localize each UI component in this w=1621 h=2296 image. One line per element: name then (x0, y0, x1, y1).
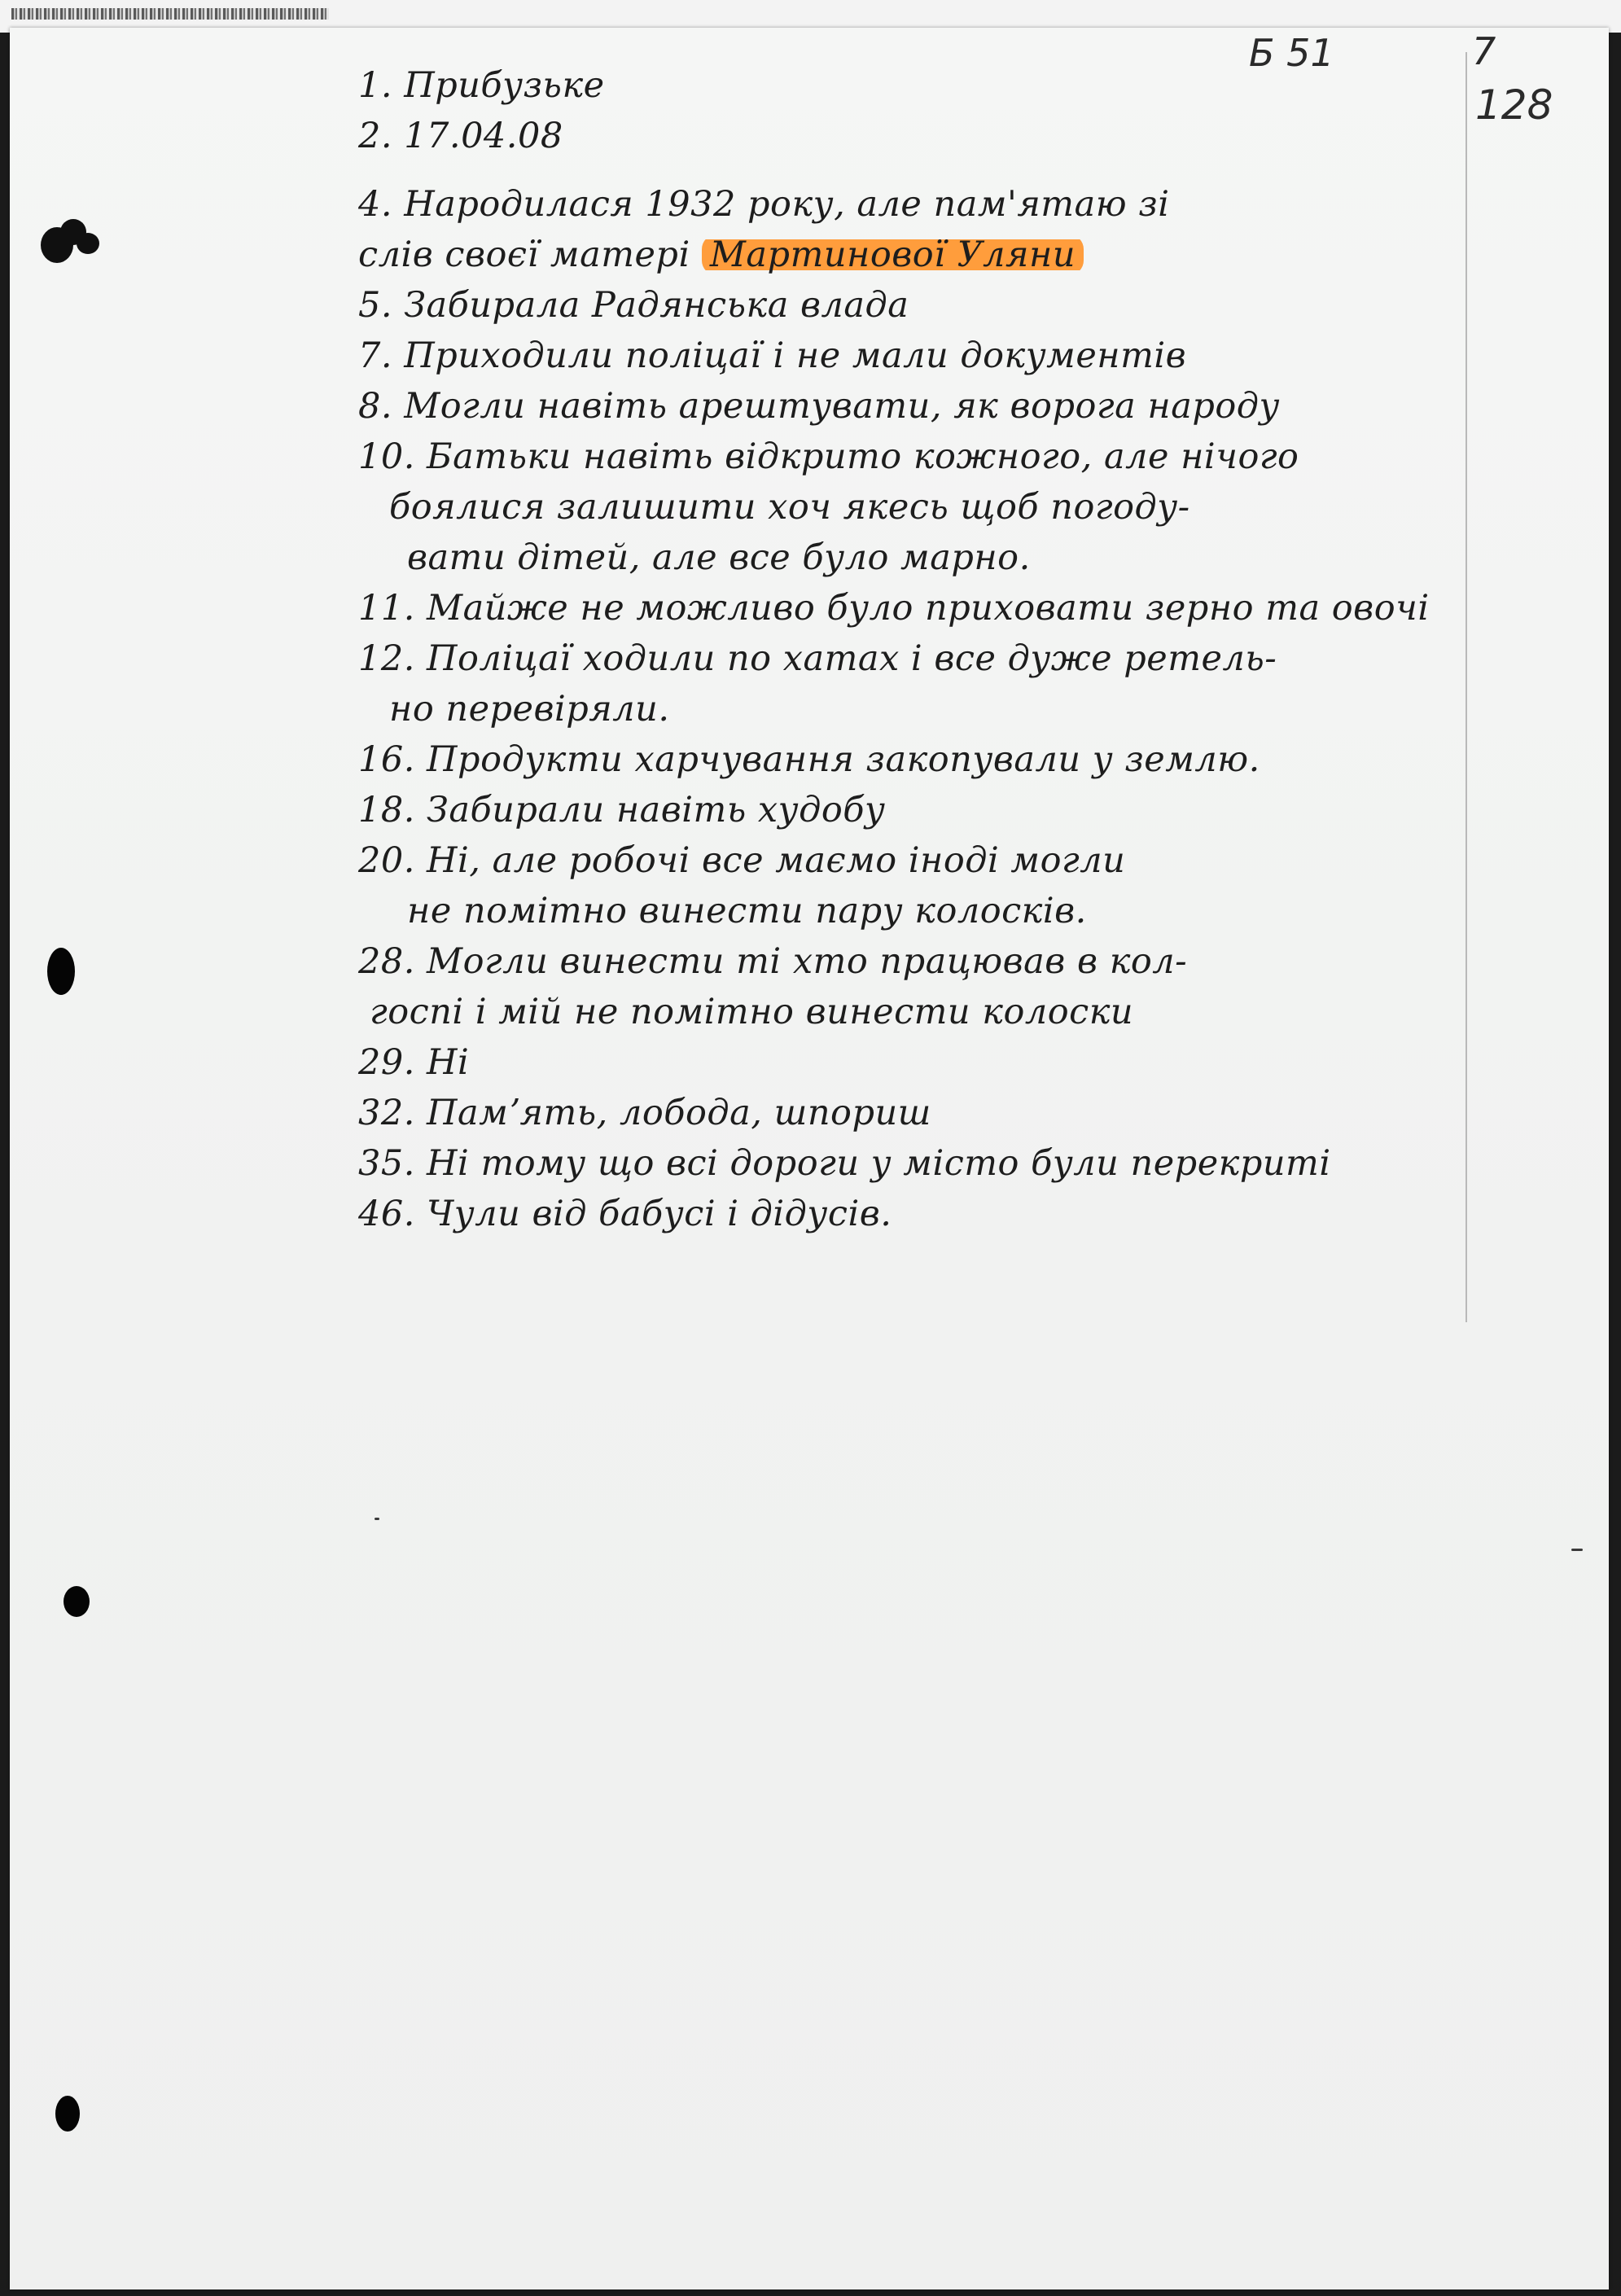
text-line (358, 532, 1621, 583)
text-line (358, 381, 1621, 432)
handwritten-text (358, 60, 1621, 1239)
stray-mark (1571, 1549, 1583, 1551)
page-number: 128 (1475, 81, 1553, 129)
line-text: 5. Забирала Радянська влада (358, 285, 909, 326)
ink-blot (77, 233, 99, 254)
line-text: 2. 17.04.08 (358, 116, 563, 156)
text-line (358, 280, 1621, 331)
text-line (358, 111, 1621, 161)
line-text: 29. Ні (358, 1042, 470, 1083)
text-line (358, 331, 1621, 381)
text-line (358, 734, 1621, 785)
line-text: 4. Народилася 1932 року, але пам'ятаю зі (358, 184, 1170, 225)
line-text: 12. Поліцаї ходили по хатах і все дуже ретель- (358, 638, 1277, 679)
text-line (358, 785, 1621, 835)
text-line (358, 60, 1621, 111)
line-text: слів своєї матері (358, 234, 702, 275)
text-line (358, 583, 1621, 633)
text-line (358, 684, 1621, 734)
text-line (358, 886, 1621, 936)
line-text: но перевіряли. (389, 689, 670, 730)
text-line (358, 482, 1621, 532)
line-text: 20. Ні, але робочі все маємо іноді могли (358, 840, 1126, 881)
line-text: 46. Чули від бабусі і дідусів. (358, 1194, 892, 1234)
document-page (10, 28, 1609, 2289)
text-line (358, 936, 1621, 987)
text-line (358, 1037, 1621, 1088)
line-text: 8. Могли навіть арештувати, як ворога народу (358, 386, 1280, 427)
line-text: 11. Майже не можливо було приховати зерно та овочі (358, 588, 1430, 629)
line-text: 1. Прибузьке (358, 65, 605, 106)
stray-mark (375, 1518, 379, 1520)
line-text: 16. Продукти харчування закопували у землю. (358, 739, 1260, 780)
text-line (358, 1138, 1621, 1189)
text-line (358, 1088, 1621, 1138)
text-line (358, 432, 1621, 482)
line-text: боялися залишити хоч якесь щоб погоду- (389, 487, 1190, 528)
text-line (358, 987, 1621, 1037)
archive-code: Б 51 (1249, 31, 1334, 75)
line-text: 35. Ні тому що всі дороги у місто були перекриті (358, 1143, 1331, 1184)
line-text: 32. Памʼять, лобода, шпориш (358, 1093, 931, 1133)
punch-hole (47, 948, 75, 995)
punch-hole (55, 2096, 80, 2132)
text-line (358, 179, 1621, 230)
text-line (358, 633, 1621, 684)
punch-hole (64, 1586, 90, 1617)
line-text: 10. Батьки навіть відкрито кожного, але нічого (358, 436, 1299, 477)
scan-noise (11, 8, 329, 20)
highlighted-name: Мартинової Уляни (702, 234, 1084, 275)
text-line (358, 835, 1621, 886)
line-text: вати дітей, але все було марно. (407, 537, 1031, 578)
line-text: 28. Могли винести ті хто працював в кол- (358, 941, 1188, 982)
text-line (358, 1189, 1621, 1239)
line-text: не помітно винести пару колосків. (407, 891, 1087, 931)
line-text: госпі і мій не помітно винести колоски (370, 992, 1134, 1032)
line-text: 18. Забирали навіть худобу (358, 790, 886, 830)
text-line (358, 230, 1621, 280)
line-text: 7. Приходили поліцаї і не мали документів (358, 335, 1187, 376)
corner-mark: 7 (1472, 29, 1496, 73)
